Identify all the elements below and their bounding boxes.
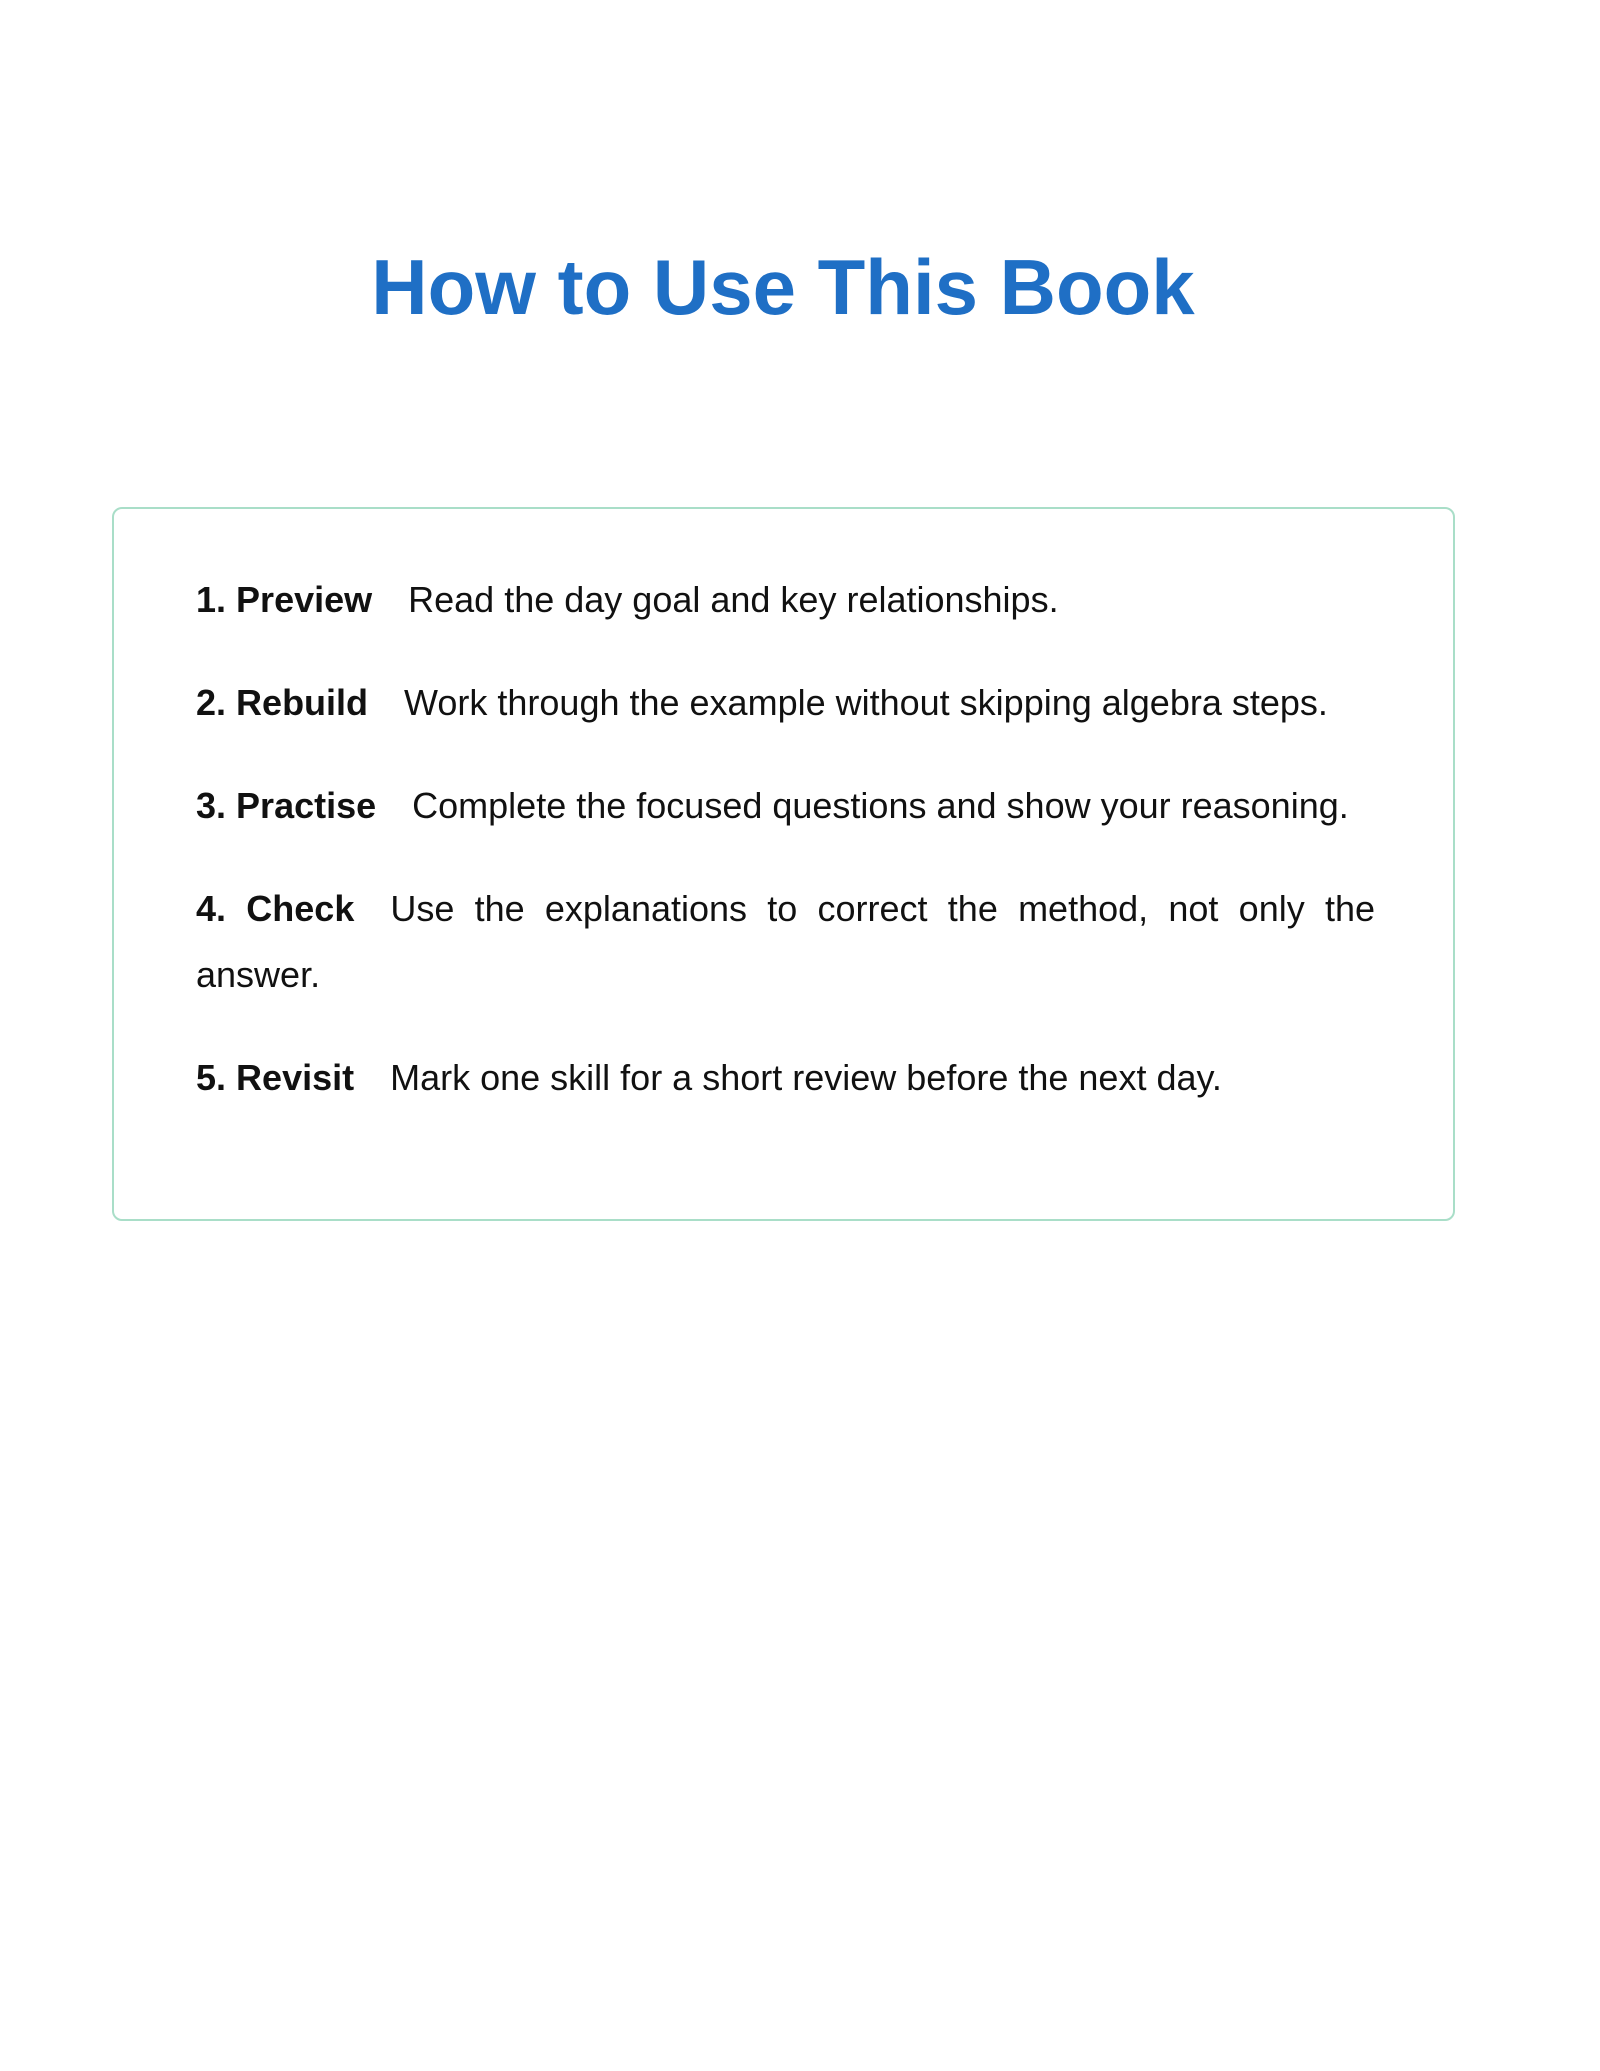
step-name: Check <box>246 888 355 929</box>
step-text: Complete the focused questions and show your reasoning. <box>412 785 1349 826</box>
step-number: 1. <box>196 579 227 620</box>
step-text: Use the explanations to correct the method, not only the answer. <box>196 888 1375 995</box>
step-heading <box>196 888 354 929</box>
step-name: Rebuild <box>236 682 369 723</box>
step-text: Mark one skill for a short review before the next day. <box>390 1057 1222 1098</box>
step-name: Practise <box>236 785 377 826</box>
steps-box <box>112 507 1455 1221</box>
page-title: How to Use This Book <box>371 243 1195 331</box>
step-number: 2. <box>196 682 227 723</box>
step-name: Revisit <box>236 1057 355 1098</box>
step-heading <box>196 579 372 620</box>
step-number: 4. <box>196 888 227 929</box>
step-number: 3. <box>196 785 227 826</box>
step-heading <box>196 785 376 826</box>
step-item <box>196 773 1375 839</box>
step-heading <box>196 682 368 723</box>
step-name: Preview <box>236 579 373 620</box>
step-text: Read the day goal and key relationships. <box>408 579 1059 620</box>
step-item <box>196 670 1375 736</box>
step-item <box>196 876 1375 1008</box>
step-item <box>196 567 1375 633</box>
step-list <box>196 567 1375 1111</box>
step-number: 5. <box>196 1057 227 1098</box>
step-text: Work through the example without skipping algebra steps. <box>404 682 1328 723</box>
step-item <box>196 1045 1375 1111</box>
step-heading <box>196 1057 354 1098</box>
